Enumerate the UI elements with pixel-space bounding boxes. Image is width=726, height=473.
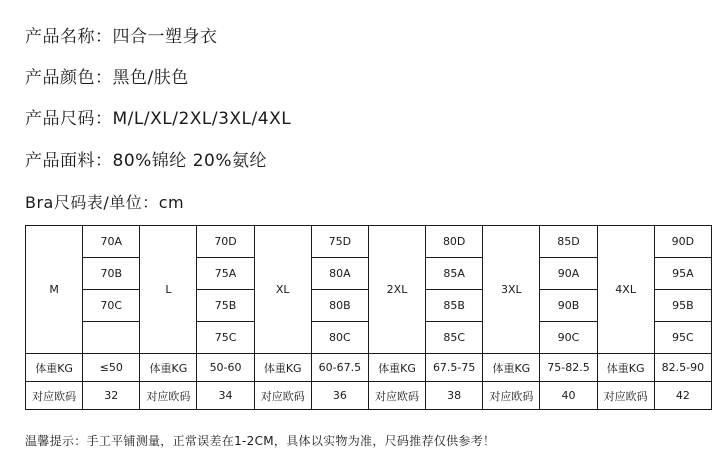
bra-size-cell: 85A [426,258,483,290]
bra-size-cell: 80A [311,258,368,290]
bra-size-cell: 85D [540,226,597,258]
weight-value-cell: 50-60 [197,354,254,382]
bra-size-cell: 95B [654,290,711,322]
weight-value-cell: 75-82.5 [540,354,597,382]
bra-size-cell: 90A [540,258,597,290]
eu-label-cell: 对应欧码 [483,382,540,410]
product-material-value: 80%锦纶 20%氨纶 [112,151,267,171]
bra-size-cell: 80C [311,322,368,354]
eu-value-cell: 42 [654,382,711,410]
bra-size-cell: 95C [654,322,711,354]
product-size-value: M/L/XL/2XL/3XL/4XL [112,109,292,129]
bra-size-cell: 85C [426,322,483,354]
product-material-label: 产品面料： [25,151,113,171]
weight-value-cell: 67.5-75 [426,354,483,382]
bra-size-cell: 70A [83,226,140,258]
product-color-value: 黑色/肤色 [112,68,189,88]
bra-size-cell: 70C [83,290,140,322]
measurement-note: 温馨提示：手工平铺测量，正常误差在1-2CM，具体以实物为准，尺码推荐仅供参考！ [25,434,496,448]
product-color-line [25,67,189,89]
eu-label-cell: 对应欧码 [597,382,654,410]
weight-label-cell: 体重KG [483,354,540,382]
bra-size-cell: 80D [426,226,483,258]
weight-value-cell: ≤50 [83,354,140,382]
eu-value-cell: 34 [197,382,254,410]
eu-value-cell: 36 [311,382,368,410]
size-table-title: Bra尺码表/单位：cm [25,193,185,212]
bra-size-cell: 75B [197,290,254,322]
product-name-value: 四合一塑身衣 [112,27,218,47]
product-color-label: 产品颜色： [25,68,113,88]
weight-label-cell: 体重KG [597,354,654,382]
weight-value-cell: 60-67.5 [311,354,368,382]
eu-value-cell: 32 [83,382,140,410]
product-size-line [25,108,291,130]
weight-label-cell: 体重KG [140,354,197,382]
size-cell: XL [254,226,311,354]
bra-size-cell: 70B [83,258,140,290]
weight-value-cell: 82.5-90 [654,354,711,382]
product-name-line [25,26,218,48]
bra-size-cell: 85B [426,290,483,322]
eu-label-cell: 对应欧码 [140,382,197,410]
bra-size-cell [83,322,140,354]
bra-size-cell: 90B [540,290,597,322]
size-cell: L [140,226,197,354]
table-row [26,226,712,258]
bra-size-cell: 90C [540,322,597,354]
product-name-label: 产品名称： [25,27,113,47]
bra-size-cell: 75A [197,258,254,290]
weight-label-cell: 体重KG [26,354,83,382]
size-cell: M [26,226,83,354]
product-material-line [25,150,267,172]
bra-size-cell: 95A [654,258,711,290]
eu-value-cell: 38 [426,382,483,410]
weight-label-cell: 体重KG [254,354,311,382]
product-size-label: 产品尺码： [25,109,113,129]
size-cell: 4XL [597,226,654,354]
size-table [25,225,712,410]
bra-size-cell: 70D [197,226,254,258]
eu-label-cell: 对应欧码 [254,382,311,410]
bra-size-cell: 80B [311,290,368,322]
size-cell: 2XL [368,226,425,354]
eu-value-cell: 40 [540,382,597,410]
bra-size-cell: 90D [654,226,711,258]
bra-size-cell: 75D [311,226,368,258]
weight-row [26,354,712,382]
bra-size-cell: 75C [197,322,254,354]
eu-label-cell: 对应欧码 [26,382,83,410]
eu-size-row [26,382,712,410]
size-cell: 3XL [483,226,540,354]
eu-label-cell: 对应欧码 [368,382,425,410]
weight-label-cell: 体重KG [368,354,425,382]
